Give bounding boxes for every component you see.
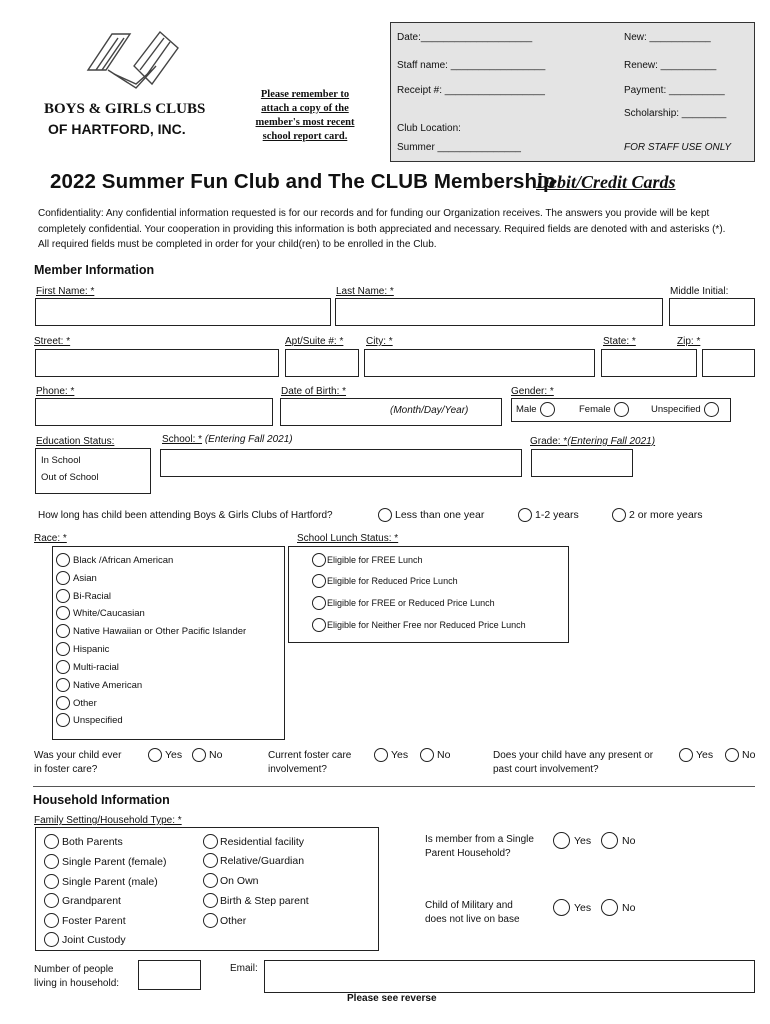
grade-label-text: Grade: *	[530, 436, 568, 447]
race-option[interactable]	[56, 553, 173, 567]
radio-button-icon[interactable]	[56, 624, 70, 638]
staff-name: Staff name: _________________	[397, 60, 546, 71]
radio-button-icon[interactable]	[44, 874, 59, 889]
education-option-out-of-school[interactable]: Out of School	[41, 472, 99, 483]
race-option[interactable]	[56, 660, 119, 674]
single-parent-no[interactable]	[601, 832, 635, 849]
family-type-option[interactable]	[203, 834, 304, 849]
race-option-label: Hispanic	[73, 643, 110, 655]
race-option[interactable]	[56, 589, 111, 603]
school-label-text: School: *	[162, 434, 203, 445]
yes-label: Yes	[165, 749, 183, 761]
radio-button-icon[interactable]	[601, 899, 618, 916]
family-type-option-label: Both Parents	[62, 835, 123, 848]
race-option[interactable]	[56, 642, 109, 656]
family-type-option[interactable]	[44, 893, 121, 908]
grade-hint: (Entering Fall 2021)	[567, 436, 656, 447]
radio-button-icon[interactable]	[56, 571, 70, 585]
court-involvement-yes[interactable]	[679, 748, 713, 762]
household-size-question-line: Number of people	[34, 964, 114, 975]
gender-option-male[interactable]	[516, 402, 555, 417]
race-option-label: Bi-Racial	[73, 590, 112, 602]
current-foster-question-line: Current foster care	[268, 750, 352, 761]
email-label: Email:	[230, 963, 258, 974]
radio-button-icon[interactable]	[518, 508, 532, 522]
section-divider	[33, 786, 755, 787]
current-foster-question-line: involvement?	[268, 764, 327, 775]
race-option-label: Native Hawaiian or Other Pacific Islander	[73, 625, 247, 637]
radio-button-icon[interactable]	[553, 899, 570, 916]
court-involvement-question-line: past court involvement?	[493, 764, 599, 775]
lunch-option-label: Eligible for FREE Lunch	[327, 555, 423, 565]
radio-button-icon[interactable]	[203, 853, 218, 868]
family-type-option-label: Residential facility	[220, 835, 305, 848]
report-card-reminder	[240, 88, 370, 144]
attendance-option-1-2-years[interactable]	[518, 508, 579, 522]
school-field[interactable]	[160, 449, 522, 477]
family-type-option-label: Birth & Step parent	[220, 894, 309, 907]
gender-option-unspecified[interactable]	[651, 402, 719, 417]
dob-hint: (Month/Day/Year)	[390, 405, 469, 416]
staff-receipt: Receipt #: __________________	[397, 85, 545, 96]
military-question-line: Child of Military and	[425, 900, 513, 911]
street-label: Street: *	[34, 336, 71, 347]
radio-button-icon[interactable]	[56, 606, 70, 620]
staff-club-location: Club Location:	[397, 123, 461, 134]
radio-button-icon[interactable]	[148, 748, 162, 762]
no-label: No	[622, 901, 636, 914]
first-name-label: First Name: *	[36, 286, 95, 297]
family-type-label: Family Setting/Household Type: *	[34, 815, 182, 826]
radio-button-icon[interactable]	[203, 893, 218, 908]
middle-initial-label: Middle Initial:	[670, 286, 729, 297]
reminder-line: Please remember to	[260, 89, 350, 100]
lunch-option[interactable]	[312, 618, 526, 632]
education-option-in-school[interactable]: In School	[41, 455, 81, 466]
staff-only-note: FOR STAFF USE ONLY	[624, 142, 732, 153]
first-name-field[interactable]	[35, 298, 331, 326]
reminder-line: attach a copy of the	[261, 103, 349, 114]
gender-option-female[interactable]	[579, 402, 629, 417]
radio-button-icon[interactable]	[203, 913, 218, 928]
radio-button-icon[interactable]	[56, 642, 70, 656]
lunch-option-label: Eligible for Neither Free nor Reduced Price Lunch	[327, 620, 526, 630]
race-option-label: Other	[73, 697, 97, 709]
radio-button-icon[interactable]	[56, 678, 70, 692]
family-type-option-label: Single Parent (female)	[62, 855, 167, 868]
radio-button-icon[interactable]	[44, 854, 59, 869]
race-option-label: Black /African American	[73, 554, 174, 566]
lunch-option-label: Eligible for Reduced Price Lunch	[327, 576, 458, 586]
foster-care-question-line: Was your child ever	[34, 750, 122, 761]
no-label: No	[622, 834, 636, 847]
radio-button-icon[interactable]	[612, 508, 626, 522]
city-field[interactable]	[364, 349, 595, 377]
household-size-field[interactable]	[138, 960, 201, 990]
radio-button-icon[interactable]	[312, 574, 326, 588]
education-status-label: Education Status:	[36, 436, 115, 447]
radio-button-icon[interactable]	[540, 402, 555, 417]
attendance-question: How long has child been attending Boys & Girls Clubs of Hartford?	[38, 510, 333, 521]
radio-button-icon[interactable]	[601, 832, 618, 849]
payment-type: Debit/Credit Cards	[536, 172, 676, 192]
attendance-option-2-plus-years[interactable]	[612, 508, 703, 522]
radio-button-icon[interactable]	[44, 913, 59, 928]
lunch-status-label: School Lunch Status: *	[297, 533, 399, 544]
lunch-option[interactable]	[312, 553, 423, 567]
court-involvement-no[interactable]	[725, 748, 755, 762]
zip-field[interactable]	[702, 349, 755, 377]
phone-label: Phone: *	[36, 386, 75, 397]
current-foster-yes[interactable]	[374, 748, 408, 762]
race-option[interactable]	[56, 606, 145, 620]
state-label: State: *	[603, 336, 636, 347]
staff-date: Date:____________________	[397, 32, 533, 43]
family-type-option[interactable]	[44, 854, 166, 869]
single-parent-question-line: Is member from a Single	[425, 834, 534, 845]
family-type-option-label: Single Parent (male)	[62, 875, 158, 888]
staff-summer: Summer _______________	[397, 142, 521, 153]
radio-button-icon[interactable]	[679, 748, 693, 762]
footer-note: Please see reverse	[347, 993, 437, 1004]
radio-button-icon[interactable]	[56, 660, 70, 674]
current-foster-question	[268, 749, 351, 777]
family-type-option[interactable]	[44, 932, 126, 947]
lunch-option-label: Eligible for FREE or Reduced Price Lunch	[327, 598, 495, 608]
attendance-option-label: Less than one year	[395, 509, 485, 521]
foster-care-question-line: in foster care?	[34, 764, 98, 775]
family-type-option-label: On Own	[220, 874, 259, 887]
radio-button-icon[interactable]	[203, 873, 218, 888]
foster-care-no[interactable]	[192, 748, 222, 762]
street-field[interactable]	[35, 349, 279, 377]
member-information-heading: Member Information	[34, 263, 155, 277]
phone-field[interactable]	[35, 398, 273, 426]
zip-label: Zip: *	[677, 336, 701, 347]
family-type-option-label: Foster Parent	[62, 914, 126, 927]
family-type-option-label: Grandparent	[62, 894, 121, 907]
attendance-option-less-than-one[interactable]	[378, 508, 484, 522]
foster-care-question	[34, 749, 121, 777]
military-question	[425, 899, 520, 927]
state-field[interactable]	[601, 349, 697, 377]
radio-button-icon[interactable]	[44, 834, 59, 849]
last-name-field[interactable]	[335, 298, 663, 326]
yes-label: Yes	[391, 749, 409, 761]
race-option-label: White/Caucasian	[73, 607, 145, 619]
grade-label	[530, 436, 655, 447]
page-title: 2022 Summer Fun Club and The CLUB Membership	[50, 170, 556, 193]
yes-label: Yes	[574, 901, 592, 914]
radio-button-icon[interactable]	[56, 589, 70, 603]
lunch-option[interactable]	[312, 596, 495, 610]
race-option-label: Unspecified	[73, 714, 123, 726]
radio-button-icon[interactable]	[56, 553, 70, 567]
attendance-option-label: 1-2 years	[535, 509, 579, 521]
no-label: No	[742, 749, 756, 761]
race-option-label: Multi-racial	[73, 661, 119, 673]
single-parent-question-line: Parent Household?	[425, 848, 511, 859]
radio-button-icon[interactable]	[56, 713, 70, 727]
radio-button-icon[interactable]	[192, 748, 206, 762]
family-type-option[interactable]	[44, 874, 158, 889]
family-type-option[interactable]	[203, 893, 309, 908]
military-question-line: does not live on base	[425, 914, 520, 925]
lunch-option[interactable]	[312, 574, 458, 588]
current-foster-no[interactable]	[420, 748, 450, 762]
race-option[interactable]	[56, 713, 123, 727]
gender-label: Gender: *	[511, 386, 554, 397]
school-hint: (Entering Fall 2021)	[204, 434, 293, 445]
confidentiality-text: Confidentiality: Any confidential information requested is for our records and for funding our Organization receives. The answers you provide will be kept completely confidential. Your cooperation in providing this information is both appreciated and necessary. Required fields are denoted with and asterisks (*). All required fields must be completed in order for your child(ren) to be enrolled in the Club.	[38, 208, 726, 250]
single-parent-question	[425, 833, 534, 861]
last-name-label: Last Name: *	[336, 286, 394, 297]
reminder-line: member's most recent	[255, 117, 355, 128]
race-option[interactable]	[56, 624, 246, 638]
family-type-option[interactable]	[203, 873, 259, 888]
staff-scholarship: Scholarship: ________	[624, 108, 727, 119]
email-field[interactable]	[264, 960, 755, 993]
boys-girls-clubs-logo-icon	[78, 26, 188, 98]
no-label: No	[209, 749, 223, 761]
staff-use-box	[390, 22, 755, 162]
gender-option-label: Male	[516, 404, 537, 415]
family-type-option-label: Relative/Guardian	[220, 854, 305, 867]
household-information-heading: Household Information	[33, 793, 170, 807]
apt-label: Apt/Suite #: *	[285, 336, 344, 347]
radio-button-icon[interactable]	[44, 893, 59, 908]
race-option-label: Asian	[73, 572, 97, 584]
reminder-line: school report card.	[262, 131, 348, 142]
radio-button-icon[interactable]	[312, 553, 326, 567]
staff-renew: Renew: __________	[624, 60, 717, 71]
foster-care-yes[interactable]	[148, 748, 182, 762]
family-type-option[interactable]	[44, 913, 126, 928]
radio-button-icon[interactable]	[312, 596, 326, 610]
court-involvement-question-line: Does your child have any present or	[493, 750, 654, 761]
household-size-question-line: living in household:	[34, 978, 120, 989]
gender-option-label: Unspecified	[651, 404, 701, 415]
family-type-option[interactable]	[44, 834, 123, 849]
race-label: Race: *	[34, 533, 67, 544]
yes-label: Yes	[574, 834, 592, 847]
radio-button-icon[interactable]	[374, 748, 388, 762]
radio-button-icon[interactable]	[312, 618, 326, 632]
staff-new: New: ___________	[624, 32, 711, 43]
radio-button-icon[interactable]	[203, 834, 218, 849]
radio-button-icon[interactable]	[56, 696, 70, 710]
radio-button-icon[interactable]	[704, 402, 719, 417]
radio-button-icon[interactable]	[725, 748, 739, 762]
attendance-option-label: 2 or more years	[629, 509, 703, 521]
radio-button-icon[interactable]	[420, 748, 434, 762]
military-no[interactable]	[601, 899, 635, 916]
family-type-option[interactable]	[203, 913, 246, 928]
single-parent-yes[interactable]	[553, 832, 591, 849]
radio-button-icon[interactable]	[378, 508, 392, 522]
dob-label: Date of Birth: *	[281, 386, 347, 397]
race-option[interactable]	[56, 571, 97, 585]
no-label: No	[437, 749, 451, 761]
school-label	[162, 434, 293, 445]
family-type-option-label: Other	[220, 914, 247, 927]
yes-label: Yes	[696, 749, 714, 761]
gender-option-label: Female	[579, 404, 611, 415]
city-label: City: *	[366, 336, 393, 347]
radio-button-icon[interactable]	[614, 402, 629, 417]
race-option[interactable]	[56, 678, 142, 692]
household-size-question	[34, 963, 119, 991]
race-option[interactable]	[56, 696, 97, 710]
family-type-option[interactable]	[203, 853, 304, 868]
military-yes[interactable]	[553, 899, 591, 916]
grade-field[interactable]	[531, 449, 633, 477]
org-name-line2: OF HARTFORD, INC.	[48, 121, 186, 137]
org-name-line1: BOYS & GIRLS CLUBS	[44, 101, 206, 117]
family-type-option-label: Joint Custody	[62, 933, 126, 946]
staff-payment: Payment: __________	[624, 85, 725, 96]
radio-button-icon[interactable]	[44, 932, 59, 947]
apt-field[interactable]	[285, 349, 359, 377]
race-option-label: Native American	[73, 679, 143, 691]
middle-initial-field[interactable]	[669, 298, 755, 326]
court-involvement-question	[493, 749, 653, 777]
radio-button-icon[interactable]	[553, 832, 570, 849]
